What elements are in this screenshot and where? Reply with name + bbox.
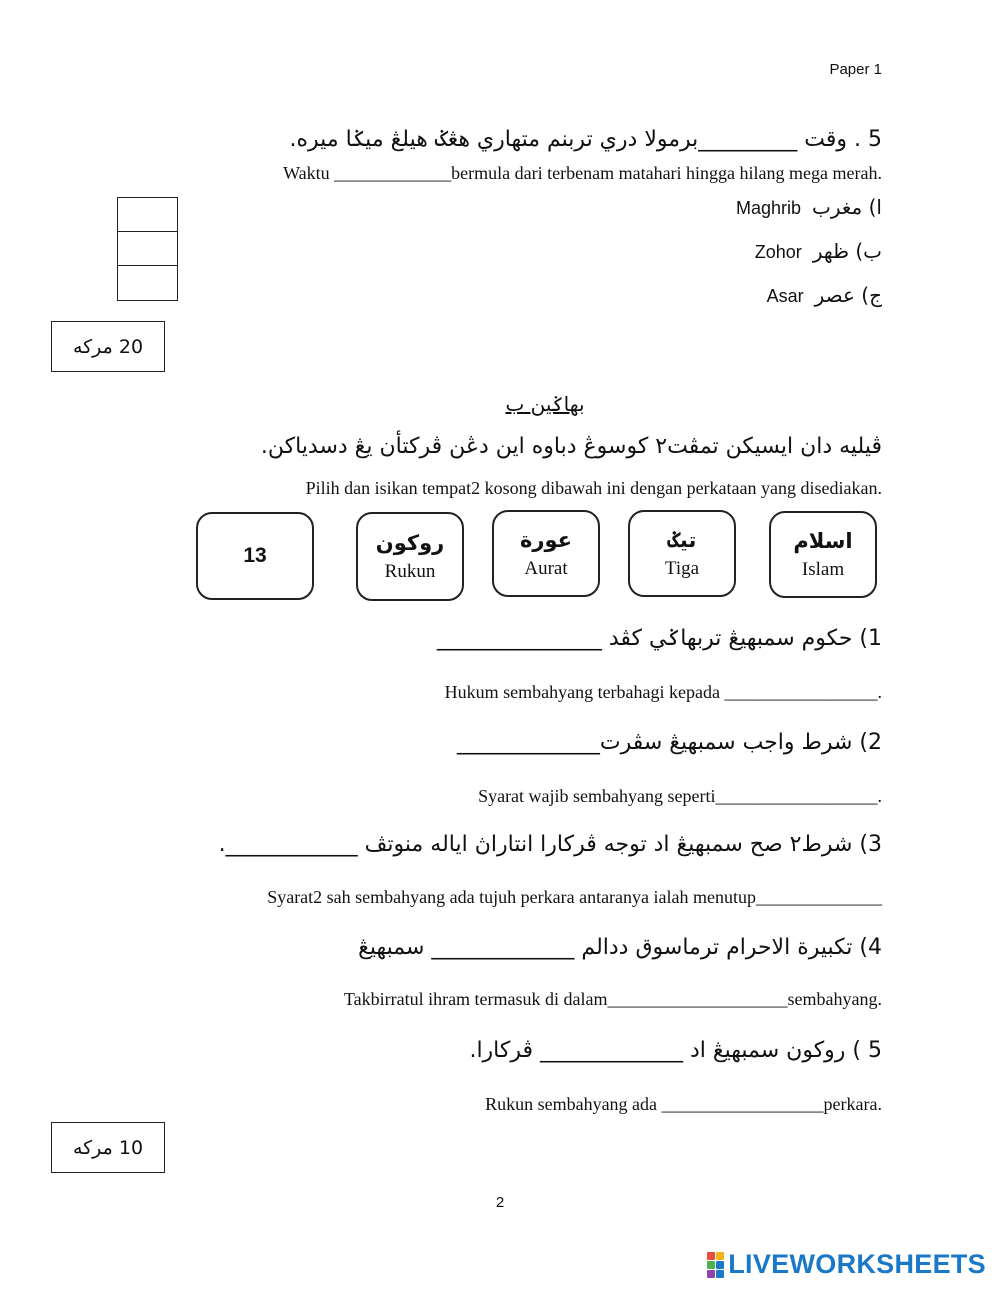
option-c-jawi: ج) عصر	[814, 283, 882, 307]
word-card-rukun[interactable]	[356, 512, 464, 601]
section-b-title: بهاݢين ب	[505, 392, 585, 416]
option-b-rumi: Zohor	[754, 242, 802, 262]
question-5-section-b-rumi: Rukun sembahyang ada __________________perkara.	[485, 1094, 882, 1114]
question-3-jawi: 3) شرط٢ صح سمبهيڠ اد توجه ڤرکارا انتاراڽ اياله منوتڤ ____________.	[218, 832, 882, 857]
answer-box-2[interactable]	[117, 231, 178, 267]
page-number: 2	[495, 1194, 505, 1211]
option-c[interactable]	[767, 283, 882, 307]
liveworksheets-wordmark: LIVEWORKSHEETS	[728, 1249, 986, 1279]
paper-label: Paper 1	[829, 61, 882, 78]
word-card-jawi: تيݢ	[667, 527, 697, 552]
option-a-jawi: ا) مغرب	[812, 195, 882, 219]
question-1-jawi: 1) حکوم سمبهيڠ تربهاݢي کڤد _______________	[436, 626, 882, 651]
option-a[interactable]	[736, 195, 882, 219]
question-3-rumi: Syarat2 sah sembahyang ada tujuh perkara antaranya ialah menutup______________	[267, 887, 882, 907]
option-c-rumi: Asar	[766, 286, 804, 306]
marks-label-section-b: 10 مرکه	[72, 1136, 144, 1159]
question-1-rumi: Hukum sembahyang terbahagi kepada _________________.	[444, 682, 882, 702]
word-card-jawi: اسلام	[793, 528, 853, 553]
word-card-jawi: روکون	[375, 530, 445, 555]
answer-box-3[interactable]	[117, 265, 178, 301]
word-card-rumi: Tiga	[664, 557, 700, 579]
word-card-aurat[interactable]	[492, 510, 600, 597]
word-card-jawi: عورة	[520, 527, 572, 552]
question-4-jawi: 4) تکبيرة الاحرام ترماسوق ددالم _____________ سمبهيڠ	[358, 935, 882, 960]
marks-box-section-a	[51, 321, 165, 372]
instruction-rumi: Pilih dan isikan tempat2 kosong dibawah ini dengan perkataan yang disediakan.	[305, 478, 882, 498]
word-card-number: 13	[243, 544, 267, 567]
marks-label-section-a: 20 مرکه	[72, 335, 144, 358]
question-4-rumi: Takbirratul ihram termasuk di dalam____________________sembahyang.	[343, 989, 882, 1009]
word-card-rumi: Rukun	[384, 560, 436, 582]
instruction-jawi: ڤيليه دان ايسيکن تمڤت٢ کوسوڠ دباوه اين دڠن ڤرکتأن يڠ دسدياکن.	[260, 434, 882, 459]
question-2-jawi: 2) شرط واجب سمبهيڠ سڤرت_____________	[456, 730, 882, 755]
word-card-rumi: Aurat	[524, 557, 568, 579]
option-b[interactable]	[755, 239, 882, 263]
liveworksheets-icon	[707, 1252, 724, 1278]
word-card-tiga[interactable]	[628, 510, 736, 597]
liveworksheets-logo[interactable]	[707, 1249, 986, 1280]
answer-box-1[interactable]	[117, 197, 178, 233]
question-5-jawi: 5 . وقت _________برمولا دري تربنم متهاري هڠݢ هيلڠ ميݢا ميره.	[289, 127, 882, 152]
word-card-13[interactable]	[196, 512, 314, 600]
option-a-rumi: Maghrib	[736, 198, 802, 218]
question-2-rumi: Syarat wajib sembahyang seperti__________________.	[478, 786, 882, 806]
option-b-jawi: ب) ظهر	[812, 239, 882, 263]
question-5-section-b-jawi: 5 ) روکون سمبهيڠ اد _____________ ڤرکارا.	[469, 1038, 882, 1063]
question-5-rumi: Waktu _____________bermula dari terbenam matahari hingga hilang mega merah.	[283, 163, 882, 183]
word-card-islam[interactable]	[769, 511, 877, 598]
word-card-rumi: Islam	[801, 558, 845, 580]
marks-box-section-b	[51, 1122, 165, 1173]
